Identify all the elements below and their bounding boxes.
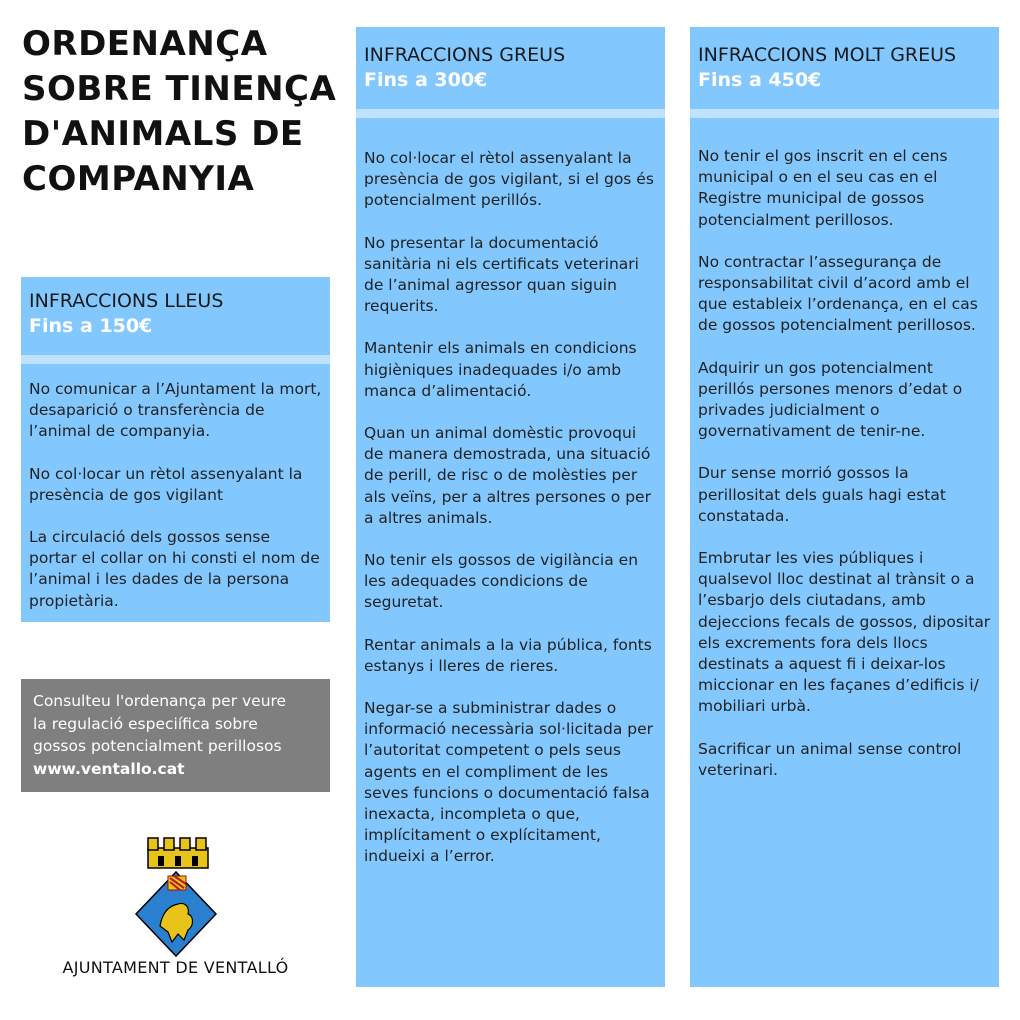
infraction-list: [21, 364, 330, 612]
list-item: Negar-se a subministrar dades o informació necessària sol·licitada per l’autoritat competent o pels seus agents en el compliment de les seves funcions o documentació falsa inexacta, incompleta o que, implícitament o explícitament, indueixi a l’error.: [364, 699, 653, 866]
panel-infraccions-molt-greus: [690, 27, 999, 987]
category-label: INFRACCIONS GREUS: [364, 44, 566, 66]
list-item: No presentar la documentació sanitària ni els certificats veterinari de l’animal agressor quan siguin requerits.: [364, 233, 639, 316]
list-item: Sacrificar un animal sense control veterinari.: [698, 739, 962, 779]
consult-info-box: [21, 679, 330, 792]
list-item: Quan un animal domèstic provoqui de manera demostrada, una situació de perill, de risc o de molèsties per als veïns, per a altres persones o per a altres animals.: [364, 424, 651, 527]
infraction-list: [690, 118, 999, 781]
consult-text-line: gossos potencialment perillosos: [33, 737, 282, 755]
panel-divider: [690, 109, 999, 118]
list-item: Embrutar les vies públiques i qualsevol lloc destinat al trànsit o a l’esbarjo dels ciutadans, amb dejeccions fecals de gossos, dipositar els excrements fora dels llocs destinats a aquest fi i deixar-los miccionar en les façanes d’edificis i/ mobiliari urbà.: [698, 549, 991, 716]
list-item: No tenir el gos inscrit en el cens municipal o en el seu cas en el Registre municipal de gossos potencialment perillosos.: [698, 147, 948, 229]
town-hall-name: AJUNTAMENT DE VENTALLÓ: [62, 958, 289, 977]
panel-header: [356, 27, 665, 109]
category-label: INFRACCIONS MOLT GREUS: [698, 44, 957, 66]
coat-of-arms-icon: [128, 834, 224, 958]
panel-infraccions-lleus: [21, 277, 330, 622]
list-item: Mantenir els animals en condicions higièniques inadequades i/o amb manca d’alimentació.: [364, 339, 637, 400]
list-item: La circulació dels gossos sense portar el collar on hi consti el nom de l’animal i les dades de la persona propietària.: [29, 528, 320, 610]
list-item: No contractar l’assegurança de responsabilitat civil d’acord amb el que estableix l’ordenança, en el cas de gossos potencialment perillosos.: [698, 252, 978, 335]
panel-divider: [21, 355, 330, 364]
list-item: Rentar animals a la via pública, fonts estanys i lleres de rieres.: [364, 635, 652, 675]
page-title: ORDENANÇA SOBRE TINENÇA D'ANIMALS DE COMPANYIA: [22, 24, 337, 199]
panel-divider: [356, 109, 665, 118]
fine-amount: Fins a 150€: [29, 315, 153, 337]
list-item: No col·locar el rètol assenyalant la presència de gos vigilant, si el gos és potencialment perillós.: [364, 149, 654, 210]
panel-header: [21, 277, 330, 355]
category-label: INFRACCIONS LLEUS: [29, 290, 224, 312]
panel-header: [690, 27, 999, 109]
consult-text-line: la regulació especiífica sobre: [33, 714, 258, 733]
website-link[interactable]: www.ventallo.cat: [33, 759, 185, 778]
list-item: No comunicar a l’Ajuntament la mort, desaparició o transferència de l’animal de companyia.: [29, 380, 322, 441]
fine-amount: Fins a 300€: [364, 69, 488, 91]
list-item: No tenir els gossos de vigilància en les adequades condicions de seguretat.: [364, 551, 639, 612]
infraction-list: [356, 118, 665, 868]
list-item: Adquirir un gos potencialment perillós persones menors d’edat o privades judicialment o governativament de tenir-ne.: [698, 358, 963, 441]
consult-text-line: Consulteu l'ordenança per veure: [33, 692, 287, 710]
list-item: Dur sense morrió gossos la perillositat dels guals hagi estat constatada.: [698, 464, 946, 525]
list-item: No col·locar un rètol assenyalant la presència de gos vigilant: [29, 464, 303, 504]
panel-infraccions-greus: [356, 27, 665, 987]
fine-amount: Fins a 450€: [698, 69, 822, 91]
